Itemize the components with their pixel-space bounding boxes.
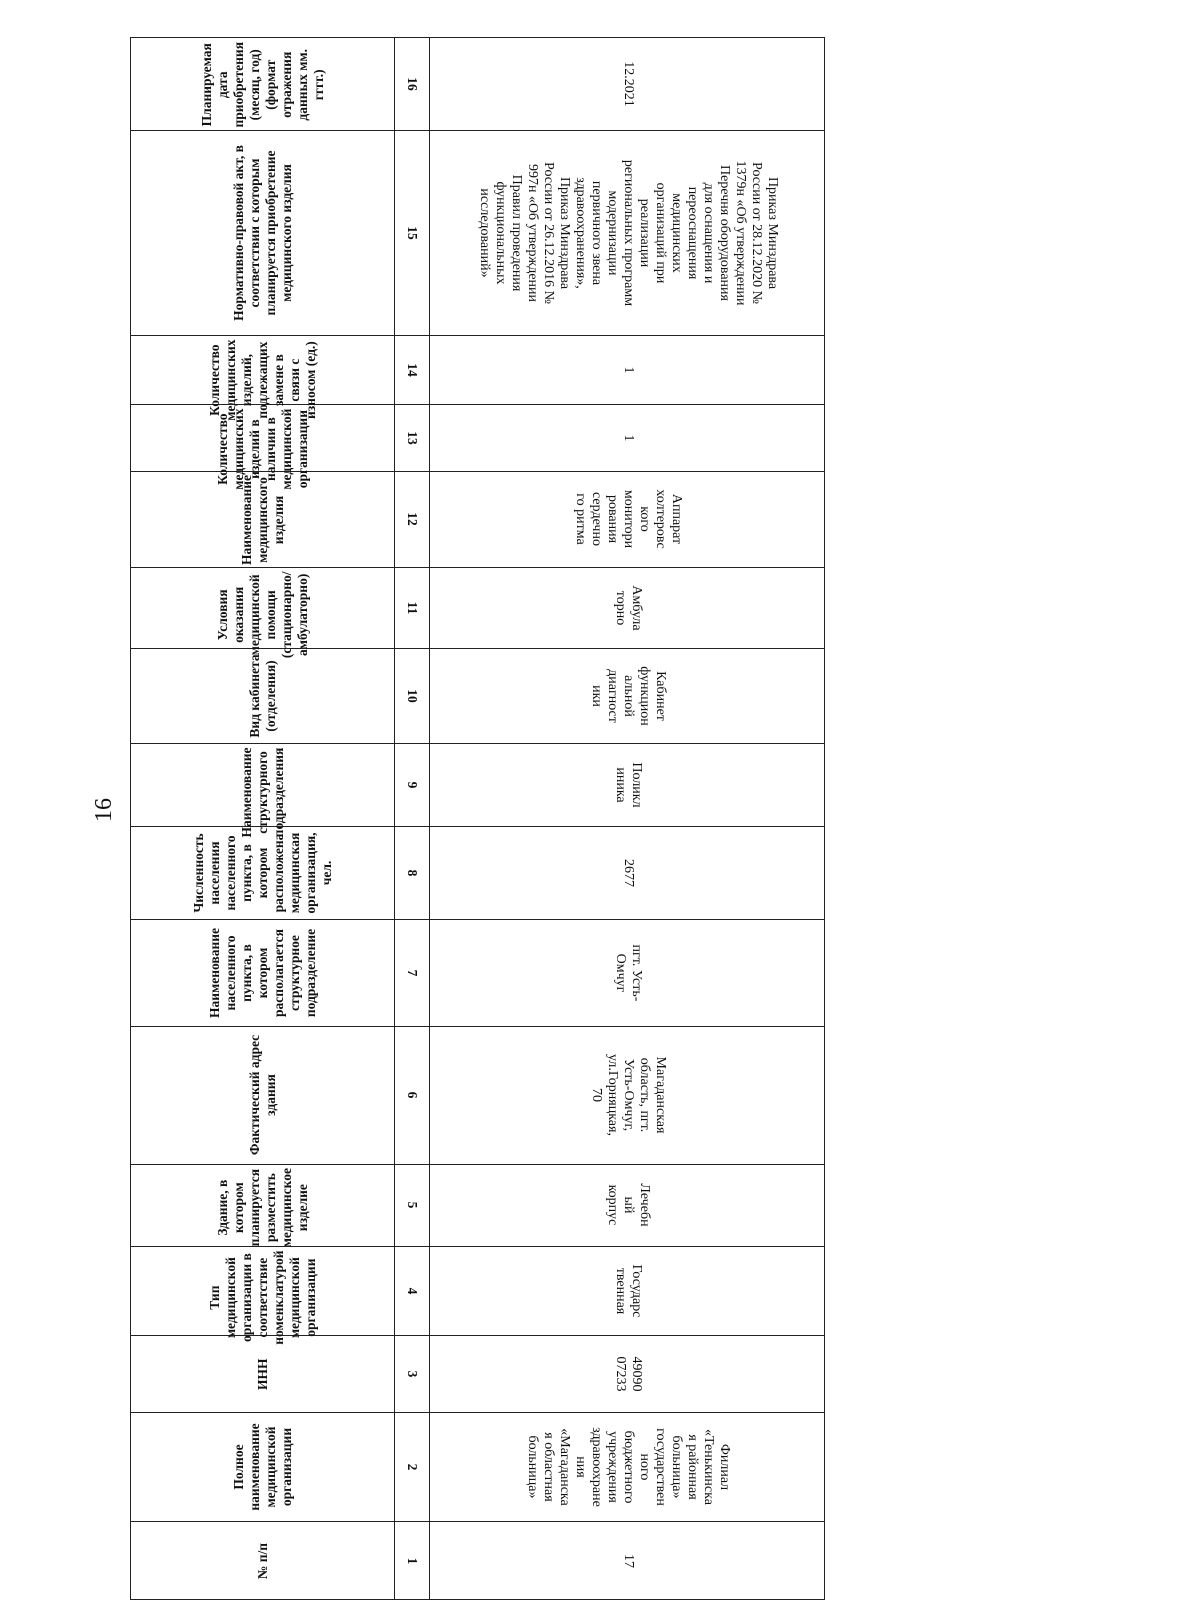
column-header (206, 1249, 319, 1345)
equipment-table (130, 37, 825, 1600)
column-number (404, 1168, 420, 1242)
column-header-cell (131, 1412, 394, 1521)
column-header-cell (131, 1026, 394, 1164)
column-header-text: Вид кабинета (отделения) (246, 653, 278, 738)
column-number-text: 9 (404, 781, 420, 788)
column-number-cell (394, 1335, 429, 1412)
column-value (620, 1525, 636, 1597)
column-header-cell (131, 38, 394, 130)
column-value (524, 1416, 732, 1517)
column-value-cell (429, 743, 826, 826)
column-number (404, 830, 420, 915)
column-value (620, 42, 636, 126)
column-value-cell (429, 130, 826, 335)
column-header-text: Полное наименование медицинской организации (230, 1422, 294, 1511)
column-number-text: 14 (404, 362, 420, 377)
column-value (620, 339, 636, 400)
column-number-text: 2 (404, 1463, 420, 1470)
column-number (404, 1416, 420, 1517)
column-header (214, 1167, 311, 1248)
column-value (612, 1339, 644, 1408)
column-number-cell (394, 648, 429, 743)
column-header-cell (131, 826, 394, 919)
column-value-cell (429, 1412, 826, 1521)
column-header (207, 923, 319, 1022)
column-number-text: 12 (404, 512, 420, 526)
column-number-cell (394, 919, 429, 1026)
column-number-cell (394, 743, 429, 826)
column-header-cell (131, 743, 394, 837)
column-value-cell (429, 1521, 826, 1601)
column-number (404, 475, 420, 563)
column-header-text: Фактический адрес здания (246, 1034, 278, 1156)
column-value (612, 571, 644, 644)
column-header-text: Наименование медицинского изделия (238, 475, 286, 565)
column-header (238, 747, 287, 837)
column-number (404, 408, 420, 467)
column-number (404, 339, 420, 400)
column-header-cell (131, 648, 394, 743)
column-number-cell (394, 826, 429, 919)
column-header-text: Планируемая дата приобретения (месяц, год) (формат отражения данных мм. гггг.) (198, 41, 326, 128)
column-value-text: 1 (620, 434, 636, 441)
column-number-text: 8 (404, 869, 420, 876)
column-value-text: 17 (620, 1554, 636, 1568)
column-value-cell (429, 1164, 826, 1246)
column-header-text: Наименование структурного подразделения (238, 747, 286, 837)
column-value-text: 1 (620, 366, 636, 373)
column-number-text: 10 (404, 688, 420, 703)
column-header-cell (131, 919, 394, 1026)
page-number: 16 (91, 798, 117, 822)
column-number (404, 1525, 420, 1597)
column-number-text: 13 (404, 430, 420, 445)
column-header (247, 1030, 279, 1160)
column-number (404, 134, 420, 331)
column-number-cell (394, 1412, 429, 1521)
column-number-cell (394, 38, 429, 130)
column-number (404, 747, 420, 822)
column-header-text: Условия оказания медицинской помощи (стационарно/амбулаторно) (214, 571, 310, 658)
column-number-text: 1 (404, 1557, 420, 1565)
column-value-text: Филиал «Тенькинска я районная больница» государствен ного бюджетного учреждения здравоохране ния «Магаданска я областная больница» (524, 1426, 732, 1507)
column-number-cell (394, 1521, 429, 1601)
column-header-text: Наименование населенного пункта, в котором располагается структурное подразделение (206, 927, 318, 1018)
column-value-text: Магаданская область, пгт. Усть-Омчуг, ул.Горняцкая, 70 (588, 1054, 668, 1136)
column-header-cell (131, 1164, 394, 1246)
column-value (612, 747, 644, 822)
column-value-text: Поликл иника (612, 761, 644, 808)
column-value-cell (429, 1335, 826, 1412)
column-number-text: 11 (404, 601, 420, 614)
column-number-text: 3 (404, 1370, 420, 1377)
column-value-text: 49090 07233 (612, 1356, 644, 1391)
column-value-text: Лечебн ый корпус (604, 1183, 652, 1227)
column-header-cell (131, 1335, 394, 1412)
column-number-text: 5 (404, 1201, 420, 1209)
column-header (199, 42, 327, 126)
column-header-text: № п/п (254, 1542, 270, 1580)
column-number-text: 4 (404, 1287, 420, 1294)
column-value-cell (429, 648, 826, 743)
column-value-cell (429, 404, 826, 471)
column-header-cell (131, 567, 394, 658)
column-number-text: 16 (404, 77, 420, 91)
column-value-text: 2677 (620, 858, 636, 887)
column-value (588, 1030, 668, 1160)
column-value-text: Амбула торно (612, 584, 644, 631)
column-value (588, 652, 668, 739)
column-value-text: Государс твенная (612, 1264, 644, 1317)
column-number-cell (394, 1164, 429, 1246)
column-number-cell (394, 335, 429, 404)
column-header-cell (131, 335, 394, 421)
column-header-cell (131, 1521, 394, 1601)
column-value-cell (429, 1026, 826, 1164)
column-value-cell (429, 919, 826, 1026)
column-header-text: Численность населения населенного пункта, в котором расположена медицинская организация, чел. (190, 831, 334, 914)
column-value-cell (429, 1246, 826, 1335)
column-number-cell (394, 1246, 429, 1335)
column-number-cell (394, 1026, 429, 1164)
column-value-cell (429, 567, 826, 648)
column-number (404, 1030, 420, 1160)
column-value-cell (429, 826, 826, 919)
column-number-cell (394, 471, 429, 567)
column-value-cell (429, 471, 826, 567)
column-header-text: Количество медицинских изделий в наличии в медицинской организации (214, 407, 310, 490)
column-number (404, 652, 420, 739)
column-value-text: Кабинет функцион альной диагност ики (588, 665, 668, 726)
column-value-cell (429, 38, 826, 130)
column-number-text: 15 (404, 225, 420, 240)
column-number (404, 923, 420, 1022)
column-header-text: Тип медицинской организации в соответствие номенклатурой медицинской организации (206, 1249, 318, 1345)
column-number-cell (394, 130, 429, 335)
column-value (620, 408, 636, 467)
column-header-text: Нормативно-правовой акт, в соответствии с которым планируется приобретение медицинского изделия (230, 144, 294, 321)
column-header-text: ИНН (254, 1357, 270, 1390)
column-value (620, 830, 636, 915)
column-header (231, 134, 295, 331)
column-header (255, 1525, 271, 1597)
column-header (214, 571, 311, 658)
column-header-cell (131, 1246, 394, 1345)
column-header (191, 830, 335, 915)
column-number (404, 42, 420, 126)
column-value (612, 923, 644, 1022)
column-header (255, 1339, 271, 1408)
column-number (404, 1250, 420, 1331)
column-value (604, 1168, 652, 1242)
column-header (247, 652, 279, 739)
column-header-text: Количество медицинских изделий, подлежащих замене в связи с износом (ед.) (206, 338, 318, 421)
column-value (612, 1250, 644, 1331)
column-value (572, 475, 684, 563)
column-number-cell (394, 567, 429, 648)
column-value-text: Приказ Минздрава России от 28.12.2020 № 1379н «Об утверждении Перечня оборудования для оснащения и переоснащения медицинских организаций при реализации региональных программ модернизации первичного звена здравоохранения», Приказ Минздрава России от 26.12.2016 № 997н «Об утверждении Правил проведения функциональных исследований» (476, 159, 780, 306)
column-value-cell (429, 335, 826, 404)
column-header-text: Здание, в котором планируется разместить медицинское изделие (214, 1167, 310, 1248)
column-header (206, 338, 319, 421)
column-header (231, 1416, 295, 1517)
column-number-text: 7 (404, 969, 420, 976)
column-number-text: 6 (404, 1091, 420, 1099)
column-number (404, 571, 420, 644)
column-value (476, 134, 780, 331)
column-value-text: Аппарат холтеровс кого монитори рования сердечно го ритма (572, 489, 684, 549)
column-header-cell (131, 130, 394, 335)
column-number (404, 1339, 420, 1408)
column-value-text: пгт. Усть- Омчуг (612, 944, 644, 1001)
column-number-cell (394, 404, 429, 471)
column-value-text: 12.2021 (620, 61, 636, 107)
